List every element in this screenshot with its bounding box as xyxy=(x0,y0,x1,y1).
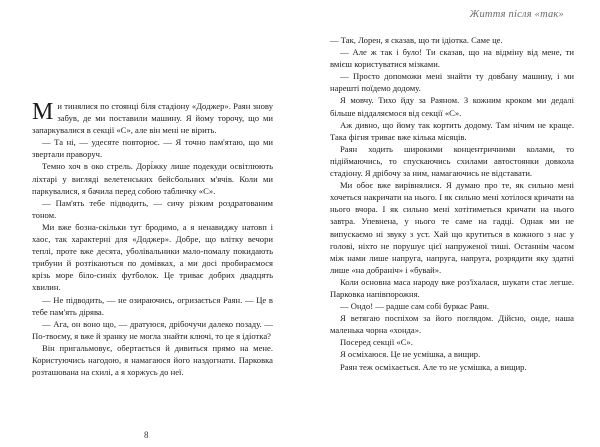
paragraph: — Не підводить, — не озираючись, огризається Раян. — Це в тебе пам'ять дірява. xyxy=(32,294,273,317)
paragraph: — Але ж так і було! Ти сказав, що на відміну від мене, ти вмієш користуватися мізками. xyxy=(330,47,574,70)
opening-paragraph xyxy=(32,100,273,136)
drop-cap: М xyxy=(32,99,54,125)
paragraph: Ми вже бозна-скільки тут бродимо, а я ненавиджу натовп і хаос, так характерні для «Доджер». Добре, що влітку вечори теплі, проте вже десята, уболівальники мало-помалу покидають трибуни й розтікаються по домівках, а ми досі пробираємося крізь море біло-синіх футболок. Це триває добрих двадцять хвилин. xyxy=(32,221,273,293)
paragraph: Темно хоч в око стрель. Дорі́жку лише подекуди освітлюють ліхтарі у вигляді велетенських бейсбольних м'ячів. Коли ми паркувалися, я бачила перед собою табличку «С». xyxy=(32,161,273,196)
paragraph: Він пригальмовує, обертається й дивиться прямо на мене. Користуючись нагодою, я намагаюся його наздогнати. Парковка розташована на схилі, а я хоржусь до неї. xyxy=(32,342,273,378)
paragraph: — Ондо! — радше сам собі буркає Раян. xyxy=(340,301,490,312)
paragraph: — Ага, он воно що, — дратуюся, дрібочучи далеко позаду. — По-твоєму, я вже й зранку не могла знайти ключі, то це я ідіотка? xyxy=(32,318,273,341)
paragraph: Раян теж осміхається. Але то не усмішка, а вищир. xyxy=(340,361,527,372)
running-head: Життя після «так» xyxy=(469,9,564,20)
paragraph: Коли основна маса народу вже роз'їхалася, шукати стає легше. Парковка напівпорожня. xyxy=(330,276,574,299)
right-page-text xyxy=(330,34,574,373)
page-number: 8 xyxy=(144,430,149,440)
paragraph: Я ветягаю поспіхом за його поглядом. Дійсно, онде, наша маленька чорна «хонда». xyxy=(330,313,574,336)
paragraph: Я мовчу. Тихо йду за Раяном. З кожним кроком ми дедалі більше віддаляємося від секції «С». xyxy=(330,95,574,118)
paragraph: Раян ходить широкими концентричними колами, то підіймаючись, то спускаючись схилами автостоянки довкола стадіону. Я дрібочу за ним, намагаючись не відставати. xyxy=(330,143,574,179)
opening-paragraph-text: и тинялися по стоянці біля стадіону «Доджер». Раян знову забув, де ми поставили машину. Я йому торочу, що ми запаркувалися в секції «С», але він мені не вірить. xyxy=(32,101,273,136)
paragraph: — Так, Лорен, я сказав, що ти ідіотка. Саме це. xyxy=(330,35,503,45)
paragraph: — Пам'ять тебе підводить, — сичу різким роздратованим тоном. xyxy=(32,197,273,220)
paragraph: Ми обоє вже вирівнялися. Я думаю про те, як сильно мені хочеться накричати на нього. І як сильно мені хотілося кричати на нього вчора. І як сильно мені хотітиметься кричати на нього завтра. Упевнена, у нього те саме на гадці. Однак ми не випускаємо ні звуку з уст. Хай що крутиться в кожного з нас у голові, ніхто не порушує цієї напруженої тиші. Останнім часом між нами лише напруга, напруга, напруга, розрядити яку здатні лише «на добраніч» і «бувай». xyxy=(330,180,574,275)
paragraph: — Просто допоможи мені знайти ту довбану машину, і ми нарешті поїдемо додому. xyxy=(330,71,574,94)
paragraph: Я осміхаюся. Це не усмішка, а вищир. xyxy=(340,349,481,360)
paragraph: Аж дивно, що йому так кортить додому. Там нічим не краще. Така фігня триває вже кілька місяців. xyxy=(330,119,574,142)
paragraph: Посеред секції «С». xyxy=(340,337,413,348)
left-page-text xyxy=(32,100,273,378)
right-page xyxy=(300,0,600,447)
paragraph: — Та ні, — удесяте повторює. — Я точно пам'ятаю, що ми звертали праворуч. xyxy=(32,137,273,160)
